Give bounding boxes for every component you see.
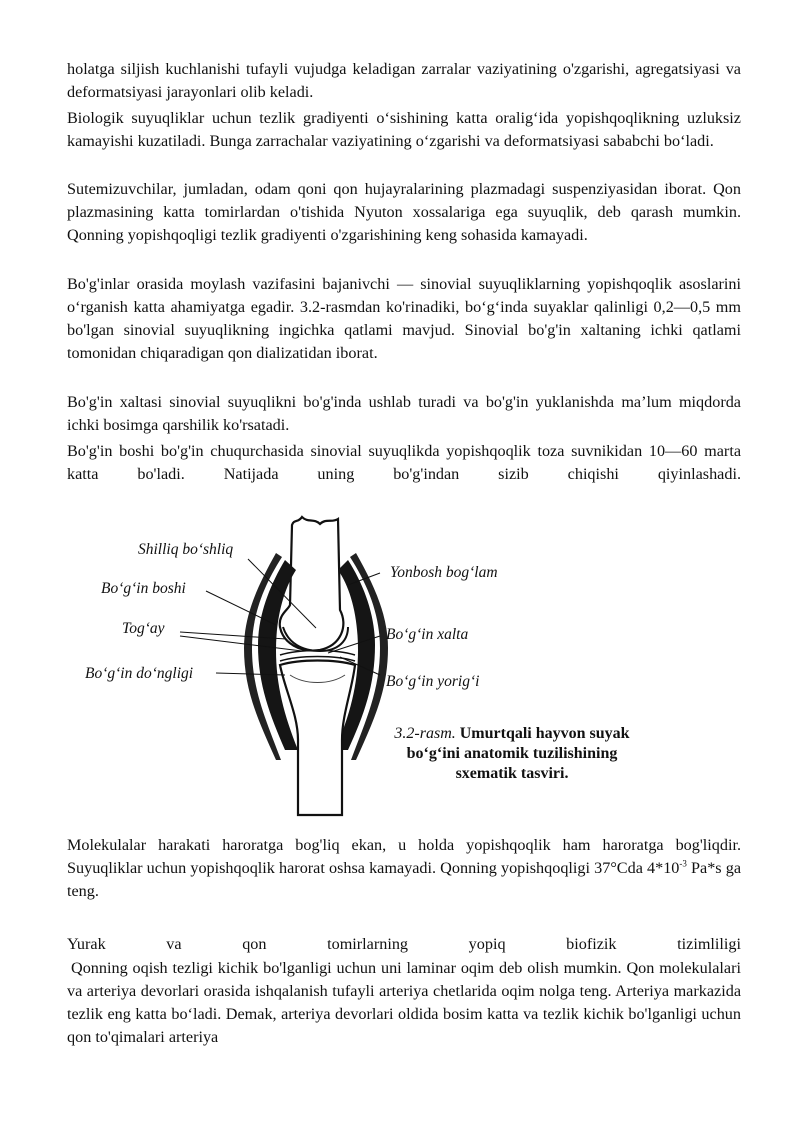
paragraph-7 <box>67 834 741 903</box>
paragraph-3: Sutemizuvchilar, jumladan, odam qoni qon hujayralarining plazmadagi suspenziyasidan iborat. Qon plazmasining katta tomirlardan o'tishida Nyuton xossalariga ega suyuqlik, deb qarash mumkin. Qonning yopishqoqligi tezlik gradiyenti o'zgarishining keng sohasida kamayadi. <box>67 180 741 244</box>
label-mucous-cavity: Shilliq bo‘shliq <box>138 541 234 558</box>
caption-number: 3.2-rasm. <box>394 725 456 742</box>
paragraph-8: Qonning oqish tezligi kichik bo'lganligi uchun uni laminar oqim deb olish mumkin. Qon molekulalari va arteriya devorlari orasida ishqalanish tufayli arteriya chetlarida oqim nolga teng. Arteriya markazida tezlik eng katta bo‘ladi. Demak, arteriya devorlari oldida bosim katta va tezlik kichik bo'lganligi uchun qon to'qimalari arteriya <box>67 959 741 1046</box>
figure-caption <box>377 724 647 784</box>
viscosity-unit: Pa*s ga teng. <box>67 859 742 900</box>
caption-text: Umurtqali hayvon suyak bo‘g‘ini anatomik tuzilishining sxematik tasviri. <box>406 725 630 782</box>
paragraph-2: Biologik suyuqliklar uchun tezlik gradiyenti o‘sishining katta oralig‘ida yopishqoqlikning uzluksiz kamayishi kuzatiladi. Bunga zarrachalar vaziyatining o‘zgarishi va deformatsiyasi sababchi bo‘ladi. <box>67 109 741 150</box>
paragraph-1: holatga siljish kuchlanishi tufayli vujudga keladigan zarralar vaziyatining o'zgarishi, agregatsiyasi va deformatsiyasi jarayonlari olib keladi. <box>67 60 741 101</box>
label-cartilage: Tog‘ay <box>122 620 165 637</box>
label-joint-capsule: Bo‘g‘in xalta <box>386 626 469 643</box>
label-joint-head: Bo‘g‘in boshi <box>101 580 186 597</box>
label-joint-gap: Bo‘g‘in yorig‘i <box>386 673 480 690</box>
label-joint-socket: Bo‘g‘in do‘ngligi <box>85 665 194 682</box>
viscosity-exponent: -3 <box>679 858 687 869</box>
paragraph-4: Bo'g'inlar orasida moylash vazifasini bajanivchi — sinovial suyuqliklarning yopishqoqlik asoslarini o‘rganish katta ahamiyatga egadir. 3.2-rasmdan ko'rinadiki, bo‘g‘inda suyaklar qalinligi 0,2—0,5 mm bo'lgan sinovial suyuqlikning ingichka qatlami mavjud. Sinovial bo'g'in xaltaning ichki qatlami tomonidan chiqaradigan qon dializatidan iborat. <box>67 275 741 362</box>
paragraph-5: Bo'g'in xaltasi sinovial suyuqlikni bo'g'inda ushlab turadi va bo'g'in yuklanishda ma’lum miqdorda ichki bosimga qarshilik ko'rsatadi. <box>67 393 741 434</box>
joint-figure <box>80 515 640 820</box>
section-heading-line: Yurak va qon tomirlarning yopiq biofizik tizimliligi <box>67 935 741 953</box>
paragraph-7-text: Molekulalar harakati haroratga bog'liq ekan, u holda yopishqoqlik ham haroratga bog'liqdir. Suyuqliklar uchun yopishqoqlik harorat oshsa kamayadi. Qonning yopishqoqligi 37°Cda 4*10 <box>67 836 741 877</box>
paragraph-6: Bo'g'in boshi bo'g'in chuqurchasida sinovial suyuqlikda yopishqoqlik toza suvnikidan 10—60 marta katta bo'ladi. Natijada uning bo'g'indan sizib chiqishi qiyinlashadi. <box>67 442 741 483</box>
label-ligament: Yonbosh bog‘lam <box>390 564 498 581</box>
